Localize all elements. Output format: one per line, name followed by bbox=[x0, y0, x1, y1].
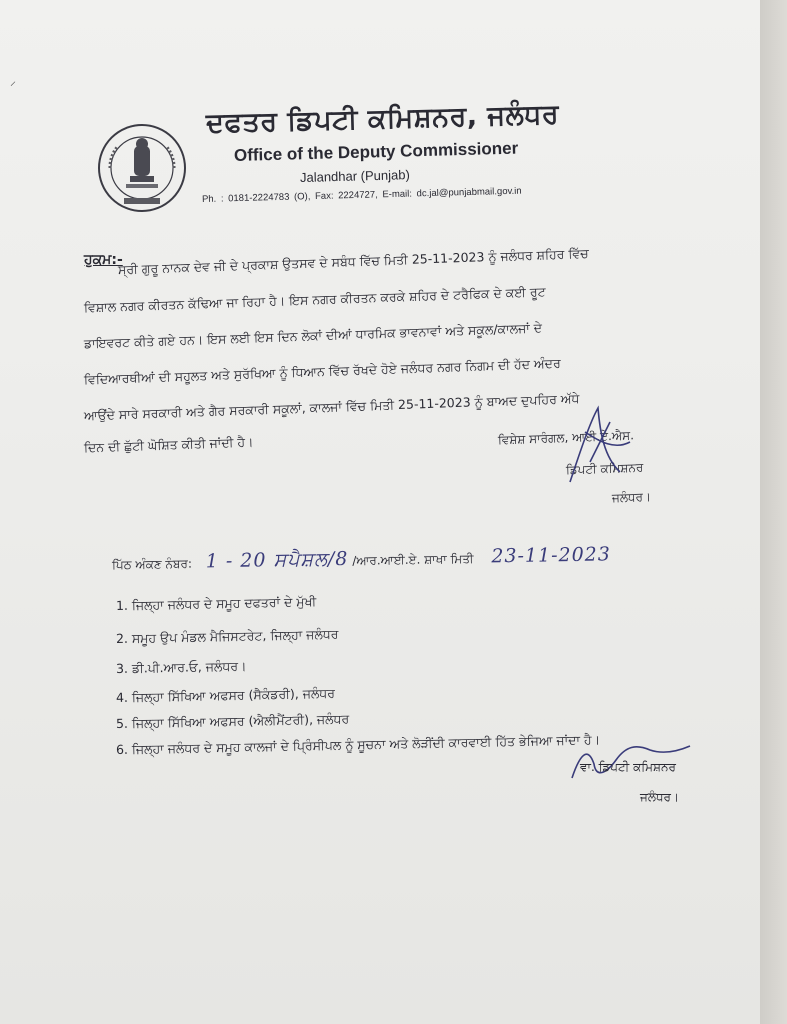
recipient-item: 1. ਜਿਲ੍ਹਾ ਜਲੰਧਰ ਦੇ ਸਮੂਹ ਦਫਤਰਾਂ ਦੇ ਮੁੱਖੀ bbox=[115, 593, 317, 613]
office-title-punjabi: ਦਫਤਰ ਡਿਪਟੀ ਕਮਿਸ਼ਨਰ, ਜਲੰਧਰ bbox=[205, 98, 560, 139]
office-contact: Ph. : 0181-2224783 (O), Fax: 2224727, E-mail: dc.jal@punjabmail.gov.in bbox=[201, 185, 522, 205]
recipient-item: 5. ਜਿਲ੍ਹਾ ਸਿੱਖਿਆ ਅਫਸਰ (ਐਲੀਮੈਂਟਰੀ), ਜਲੰਧਰ bbox=[115, 711, 350, 731]
signatory-name: ਵਿਸ਼ੇਸ਼ ਸਾਰੰਗਲ, ਆਈ.ਏ.ਐਸ. bbox=[497, 428, 635, 447]
signatory-designation: ਡਿਪਟੀ ਕਮਿਸ਼ਨਰ bbox=[565, 460, 644, 477]
endorsement-label: ਪਿੱਠ ਅੰਕਣ ਨੰਬਰ: bbox=[111, 556, 193, 572]
order-line: ਵਿਸ਼ਾਲ ਨਗਰ ਕੀਰਤਨ ਕੱਢਿਆ ਜਾ ਰਿਹਾ ਹੈ। ਇਸ ਨਗਰ ਕੀਰਤਨ ਕਰਕੇ ਸ਼ਹਿਰ ਦੇ ਟਰੈਫਿਕ ਦੇ ਕਈ ਰੂਟ bbox=[83, 283, 546, 315]
endorsement-date: 23-11-2023 bbox=[491, 543, 612, 568]
recipient-item: 4. ਜਿਲ੍ਹਾ ਸਿੱਖਿਆ ਅਫਸਰ (ਸੈਕੰਡਰੀ), ਜਲੰਧਰ bbox=[115, 685, 336, 705]
background-surface bbox=[760, 0, 787, 1024]
order-line: ਡਾਇਵਰਟ ਕੀਤੇ ਗਏ ਹਨ। ਇਸ ਲਈ ਇਸ ਦਿਨ ਲੋਕਾਂ ਦੀਆਂ ਧਾਰਮਿਕ ਭਾਵਨਾਵਾਂ ਅਤੇ ਸਕੂਲ/ਕਾਲਜਾਂ ਦੇ bbox=[83, 320, 543, 351]
order-line: ਆਉਂਦੇ ਸਾਰੇ ਸਰਕਾਰੀ ਅਤੇ ਗੈਰ ਸਰਕਾਰੀ ਸਕੂਲਾਂ, ਕਾਲਜਾਂ ਵਿੱਚ ਮਿਤੀ 25-11-2023 ਨੂੰ ਬਾਅਦ ਦੁਪਹਿਰ ਅੱਧੇ bbox=[83, 390, 580, 423]
signatory-place: ਜਲੰਧਰ। bbox=[611, 489, 652, 505]
countersign-place: ਜਲੰਧਰ। bbox=[640, 790, 680, 804]
recipient-item: 3. ਡੀ.ਪੀ.ਆਰ.ਓ, ਜਲੰਧਰ। bbox=[115, 658, 247, 676]
margin-mark: ⸝ bbox=[10, 74, 17, 88]
countersign-designation: ਵਾ. ਡਿਪਟੀ ਕਮਿਸ਼ਨਰ bbox=[580, 760, 676, 774]
signature-scribble-icon bbox=[560, 402, 640, 492]
recipient-item: 6. ਜਿਲ੍ਹਾ ਜਲੰਧਰ ਦੇ ਸਮੂਹ ਕਾਲਜਾਂ ਦੇ ਪ੍ਰਿੰਸੀਪਲ ਨੂੰ ਸੂਚਨਾ ਅਤੇ ਲੋੜੀਂਦੀ ਕਾਰਵਾਈ ਹਿੱਤ ਭੇਜਿਆ ਜਾਂਦਾ ਹੈ। bbox=[115, 731, 601, 757]
government-seal-icon bbox=[96, 122, 188, 214]
office-city: Jalandhar (Punjab) bbox=[299, 167, 411, 185]
order-line: ਸ੍ਰੀ ਗੁਰੂ ਨਾਨਕ ਦੇਵ ਜੀ ਦੇ ਪ੍ਰਕਾਸ਼ ਉਤਸਵ ਦੇ ਸਬੰਧ ਵਿੱਚ ਮਿਤੀ 25-11-2023 ਨੂੰ ਜਲੰਧਰ ਸ਼ਹਿਰ ਵਿੱਚ bbox=[117, 245, 589, 277]
office-title-english: Office of the Deputy Commissioner bbox=[233, 138, 519, 165]
order-line: ਦਿਨ ਦੀ ਛੁੱਟੀ ਘੋਸ਼ਿਤ ਕੀਤੀ ਜਾਂਦੀ ਹੈ। bbox=[83, 434, 254, 455]
order-line: ਵਿਦਿਆਰਥੀਆਂ ਦੀ ਸਹੂਲਤ ਅਤੇ ਸੁਰੱਖਿਆ ਨੂੰ ਧਿਆਨ ਵਿੱਚ ਰੱਖਦੇ ਹੋਏ ਜਲੰਧਰ ਨਗਰ ਨਿਗਮ ਦੀ ਹੱਦ ਅੰਦਰ bbox=[83, 355, 561, 387]
endorsement-number: 1 - 20 ਸਪੈਸ਼ਲ/8 bbox=[205, 547, 349, 573]
recipient-item: 2. ਸਮੂਹ ਉਪ ਮੰਡਲ ਮੈਜਿਸਟਰੇਟ, ਜਿਲ੍ਹਾ ਜਲੰਧਰ bbox=[115, 626, 339, 646]
endorsement-branch: /ਆਰ.ਆਈ.ਏ. ਸ਼ਾਖਾ ਮਿਤੀ bbox=[352, 551, 474, 568]
order-heading: ਹੁਕਮ:- bbox=[84, 252, 123, 268]
